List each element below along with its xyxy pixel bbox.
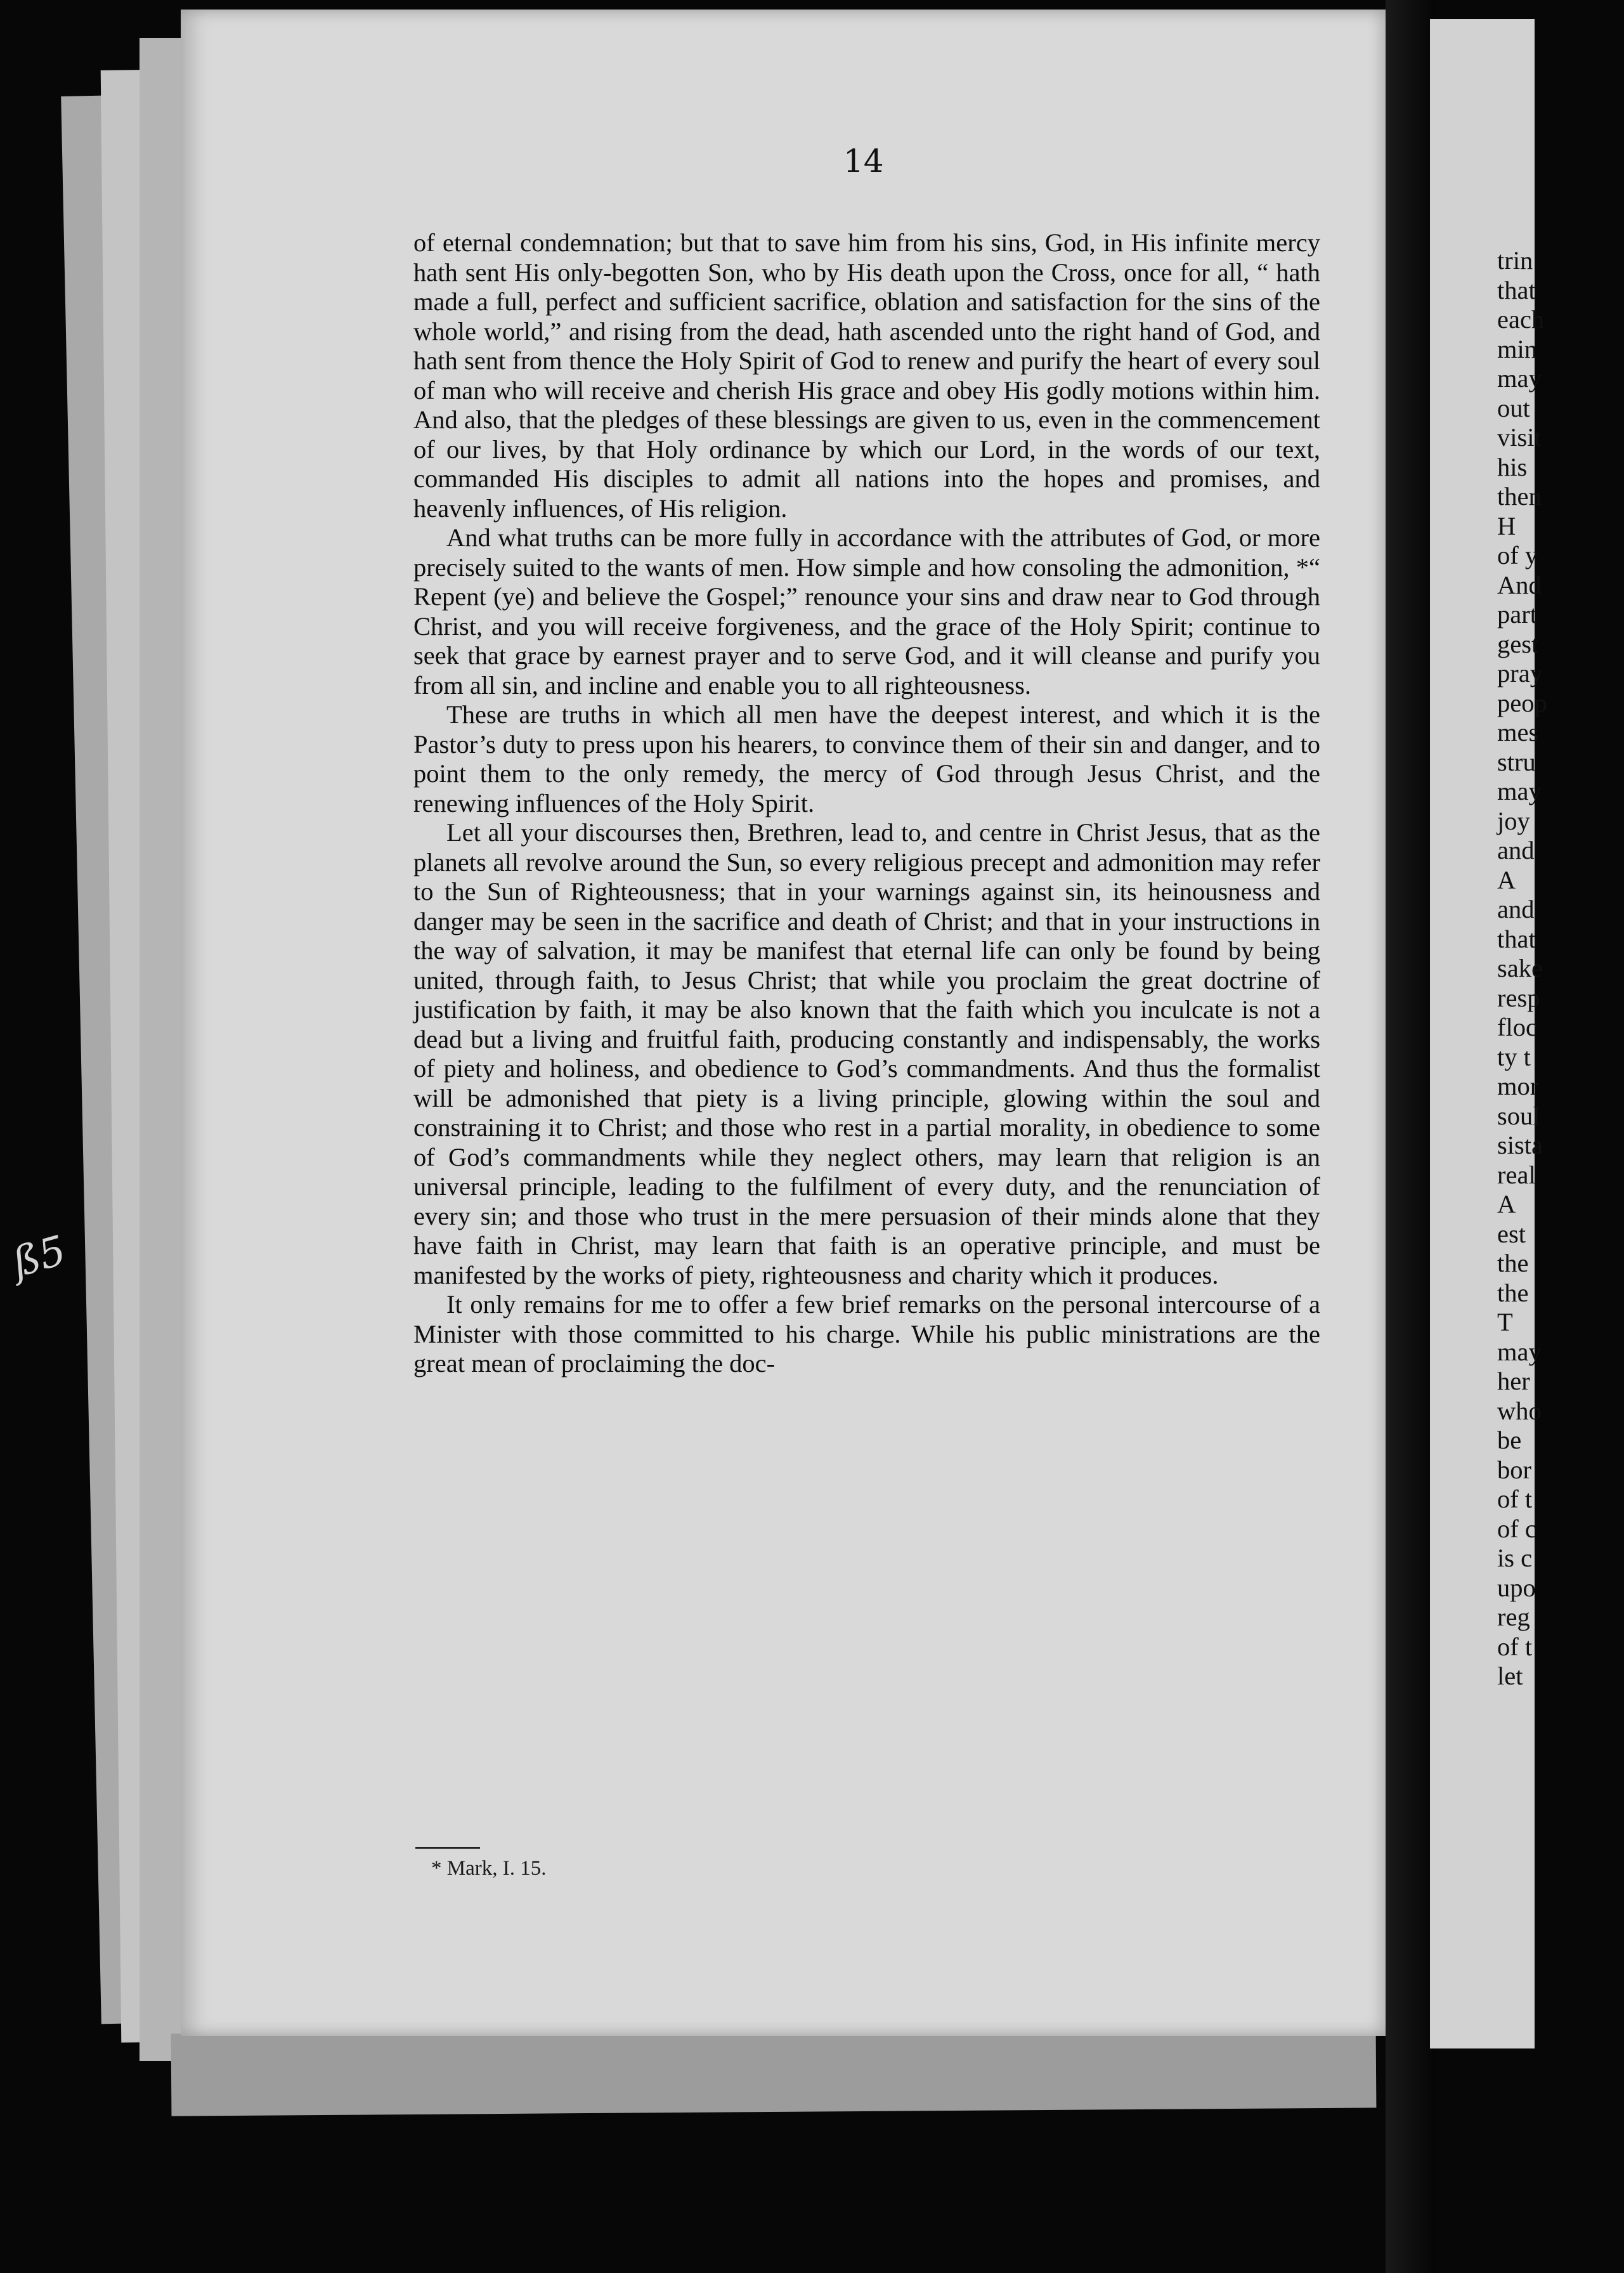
facing-line: visit — [1497, 423, 1542, 452]
paragraph: of eternal condemnation; but that to save him from his sins, God, in His infinite mercy hath sent His only-begotten Son, who by His death upon the Cross, once for all, “ hath made a full, perfect and sufficient sacrifice, oblation and satisfaction for the sins of the whole world,” and rising from the dead, hath ascended unto the right hand of God, and hath sent from thence the Holy Spirit of God to renew and purify the heart of every soul of man who will receive and cherish His grace and obey His godly motions within him. And also, that the pledges of these blessings are given to us, even in the commencement of our lives, by that Holy ordinance by which our Lord, in the words of our text, commanded His disciples to admit all nations into the hopes and promises, and heavenly influences, of His religion. — [413, 228, 1320, 523]
facing-line: that — [1497, 275, 1536, 304]
facing-line: min — [1497, 334, 1538, 363]
page-body — [413, 228, 1320, 1379]
facing-line: upo — [1497, 1573, 1536, 1602]
facing-line: let — [1497, 1662, 1523, 1690]
facing-line: who — [1497, 1396, 1542, 1425]
facing-line: may — [1497, 364, 1542, 393]
facing-line: floc — [1497, 1013, 1537, 1041]
page-bottom-edge — [171, 2025, 1377, 2116]
book-gutter — [1386, 0, 1436, 2273]
facing-line: and — [1497, 836, 1535, 864]
paragraph: It only remains for me to offer a few brief remarks on the personal intercourse of a Minister with those committed to his charge. While his public ministrations are the great mean of proclaiming the doc- — [413, 1290, 1320, 1377]
facing-line: her — [1497, 1367, 1530, 1395]
footnote: * Mark, I. 15. — [431, 1857, 547, 1880]
facing-line: sista — [1497, 1131, 1543, 1159]
facing-line: of c — [1497, 1514, 1536, 1543]
facing-line: est — [1497, 1219, 1526, 1248]
facing-line: of t — [1497, 1632, 1533, 1661]
facing-line: gest — [1497, 629, 1539, 658]
facing-line: mes — [1497, 718, 1539, 746]
facing-line: ty t — [1497, 1042, 1531, 1071]
facing-line: trin — [1497, 246, 1533, 275]
footnote-rule — [415, 1847, 480, 1849]
facing-line: stru — [1497, 747, 1536, 776]
facing-line: reg — [1497, 1603, 1530, 1631]
facing-line: may — [1497, 777, 1542, 805]
facing-line: each — [1497, 305, 1545, 334]
facing-line: bor — [1497, 1455, 1531, 1484]
facing-line: A — [1497, 865, 1516, 894]
facing-line: part — [1497, 600, 1537, 628]
facing-line: of t — [1497, 1485, 1533, 1513]
paragraph: These are truths in which all men have the deepest interest, and which it is the Pastor’s duty to press upon his hearers, to convince them of their sin and danger, and to point them to the only remedy, the mercy of God through Jesus Christ, and the renewing influences of the Holy Spirit. — [413, 700, 1320, 817]
facing-line: mor — [1497, 1072, 1539, 1100]
handwritten-margin-mark: ß5 — [7, 1227, 72, 1287]
facing-line: that — [1497, 924, 1536, 953]
facing-line: soul — [1497, 1101, 1540, 1130]
facing-line: his — [1497, 452, 1528, 481]
facing-line: may — [1497, 1337, 1542, 1366]
facing-line: pray — [1497, 659, 1543, 687]
facing-line: real — [1497, 1160, 1536, 1189]
facing-line: be — [1497, 1426, 1522, 1454]
facing-line: resp — [1497, 983, 1540, 1012]
facing-line: A — [1497, 1190, 1516, 1218]
paragraph: Let all your discourses then, Brethren, lead to, and centre in Christ Jesus, that as the planets all revolve around the Sun, so every religious precept and admonition may refer to the Sun of Righteousness; that in your warnings against sin, its heinousness and danger may be seen in the sacrifice and death of Christ; and that in your instructions in the way of salvation, it may be manifest that eternal life can only be found by being united, through faith, to Jesus Christ; that while you proclaim the great doctrine of justification by faith, it may be also known that the faith which you inculcate is not a dead but a living and fruitful faith, producing constantly and indispensably, the works of piety and holiness, and obedience to God’s commandments. And thus the formalist will be admonished that piety is a living principle, glowing within the soul and constraining it to Christ; and those who rest in a partial morality, in obedience to some of God’s commandments while they neglect others, may learn that religion is an universal principle, leading to the fulfilment of every duty, and the renunciation of every sin; and those who trust in the mere persuasion of their minds alone that they have faith in Christ, may learn that faith is an operative principle, and must be manifested by the works of piety, righteousness and charity which it produces. — [413, 818, 1320, 1289]
facing-page — [1430, 19, 1547, 2048]
facing-line: of y — [1497, 541, 1538, 570]
facing-line: T — [1497, 1308, 1513, 1336]
facing-page-text — [1497, 246, 1624, 1691]
facing-line: joy — [1497, 806, 1530, 835]
facing-line: and — [1497, 895, 1535, 923]
facing-line: is c — [1497, 1544, 1533, 1572]
page-number: 14 — [843, 143, 884, 179]
facing-line: out — [1497, 393, 1530, 422]
facing-line: the — [1497, 1278, 1529, 1307]
facing-line: the — [1497, 1249, 1529, 1277]
facing-line: And — [1497, 570, 1542, 599]
facing-line: H — [1497, 511, 1516, 540]
facing-line: peop — [1497, 688, 1547, 717]
paragraph: And what truths can be more fully in accordance with the attributes of God, or more precisely suited to the wants of men. How simple and how consoling the admonition, *“ Repent (ye) and believe the Gospel;” renounce your sins and draw near to God through Christ, and you will receive forgiveness, and the grace of the Holy Spirit; continue to seek that grace by earnest prayer and to serve God, and it will cleanse and purify you from all sin, and incline and enable you to all righteousness. — [413, 523, 1320, 700]
facing-line: then — [1497, 482, 1542, 511]
facing-line: sake — [1497, 954, 1543, 982]
